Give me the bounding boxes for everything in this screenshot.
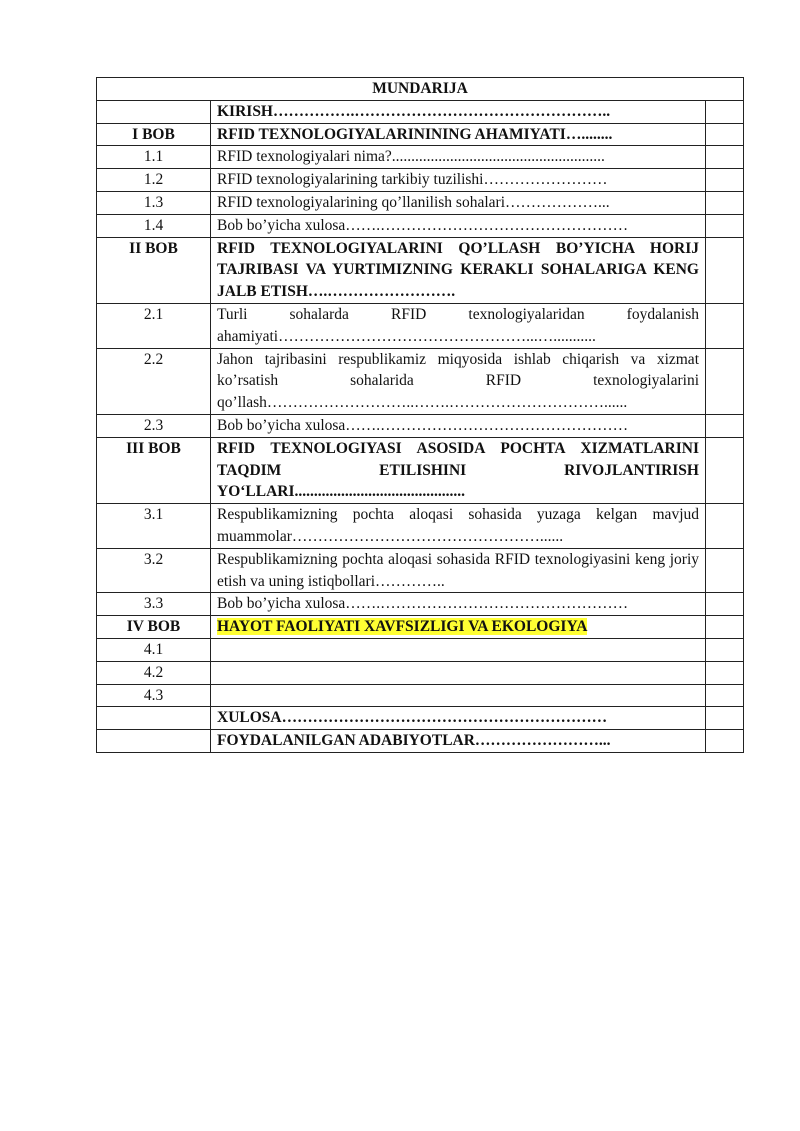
toc-row-number: 4.1 <box>97 638 211 661</box>
toc-row-page <box>706 123 744 146</box>
toc-row-2-2 <box>97 348 744 414</box>
toc-row-kirish <box>97 100 744 123</box>
toc-row-4-3 <box>97 684 744 707</box>
toc-row-text: RFID texnologiyalarining tarkibiy tuzilishi…………………… <box>211 169 706 192</box>
toc-row-text: RFID texnologiyalarining qo’llanilish sohalari………………... <box>211 191 706 214</box>
toc-row-1-1 <box>97 146 744 169</box>
toc-row-page <box>706 169 744 192</box>
toc-title: MUNDARIJA <box>97 78 744 101</box>
toc-row-number: 1.2 <box>97 169 211 192</box>
toc-row-number: 4.2 <box>97 661 211 684</box>
toc-row-number: 1.4 <box>97 214 211 237</box>
toc-row-text: Bob bo’yicha xulosa…….………………………………………… <box>211 593 706 616</box>
toc-row-page <box>706 707 744 730</box>
toc-row-text: Jahon tajribasini respublikamiz miqyosida ishlab chiqarish va xizmat ko’rsatish sohalarida RFID texnologiyalarini qo’llash………………………..…….…………………………...... <box>211 348 706 414</box>
toc-row-number: 3.3 <box>97 593 211 616</box>
toc-row-page <box>706 214 744 237</box>
toc-title-row <box>97 78 744 101</box>
toc-row-page <box>706 616 744 639</box>
toc-row-text: Bob bo’yicha xulosa…….………………………………………… <box>211 214 706 237</box>
toc-row-number <box>97 730 211 753</box>
toc-row-page <box>706 504 744 549</box>
toc-row-4-2 <box>97 661 744 684</box>
toc-row-number: 2.2 <box>97 348 211 414</box>
toc-row-number: I BOB <box>97 123 211 146</box>
highlighted-chapter-title: HAYOT FAOLIYATI XAVFSIZLIGI VA EKOLOGIYA <box>217 618 588 636</box>
toc-row-page <box>706 437 744 503</box>
toc-row-chapter-2 <box>97 237 744 303</box>
toc-row-page <box>706 548 744 593</box>
toc-row-number: 1.3 <box>97 191 211 214</box>
toc-row-page <box>706 730 744 753</box>
toc-row-1-2 <box>97 169 744 192</box>
toc-row-adabiyotlar <box>97 730 744 753</box>
toc-row-chapter-3 <box>97 437 744 503</box>
toc-row-text <box>211 616 706 639</box>
toc-row-2-1 <box>97 303 744 348</box>
toc-row-text: Turli sohalarda RFID texnologiyalaridan foydalanish ahamiyati…………………………………………...…........... <box>211 303 706 348</box>
toc-row-number: III BOB <box>97 437 211 503</box>
toc-row-number <box>97 100 211 123</box>
toc-row-chapter-4 <box>97 616 744 639</box>
toc-row-text: RFID TEXNOLOGIYALARINI QO’LLASH BO’YICHA HORIJ TAJRIBASI VA YURTIMIZNING KERAKLI SOHALARIGA KENG JALB ETISH….……………………. <box>211 237 706 303</box>
toc-row-text: KIRISH…………….………………………………………….. <box>211 100 706 123</box>
toc-row-page <box>706 414 744 437</box>
toc-row-1-4 <box>97 214 744 237</box>
toc-row-number: 3.2 <box>97 548 211 593</box>
toc-row-chapter-1 <box>97 123 744 146</box>
toc-row-number: II BOB <box>97 237 211 303</box>
toc-row-page <box>706 303 744 348</box>
toc-row-text: Bob bo’yicha xulosa…….………………………………………… <box>211 414 706 437</box>
toc-row-4-1 <box>97 638 744 661</box>
toc-row-xulosa <box>97 707 744 730</box>
toc-row-text <box>211 661 706 684</box>
toc-row-page <box>706 237 744 303</box>
toc-row-text: RFID TEXNOLOGIYASI ASOSIDA POCHTA XIZMATLARINI TAQDIM ETILISHINI RIVOJLANTIRISH YO‘LLARI............................................ <box>211 437 706 503</box>
toc-row-text: RFID TEXNOLOGIYALARININING AHAMIYATI…........ <box>211 123 706 146</box>
toc-row-page <box>706 146 744 169</box>
toc-row-1-3 <box>97 191 744 214</box>
toc-row-number: IV BOB <box>97 616 211 639</box>
toc-row-page <box>706 684 744 707</box>
toc-row-number: 3.1 <box>97 504 211 549</box>
toc-row-3-1 <box>97 504 744 549</box>
toc-row-page <box>706 593 744 616</box>
toc-row-2-3 <box>97 414 744 437</box>
toc-row-text <box>211 684 706 707</box>
toc-row-text: Respublikamizning pochta aloqasi sohasida RFID texnologiyasini keng joriy etish va uning istiqbollari………….. <box>211 548 706 593</box>
toc-row-text: Respublikamizning pochta aloqasi sohasida yuzaga kelgan mavjud muammolar…………………………………………...... <box>211 504 706 549</box>
toc-row-number: 1.1 <box>97 146 211 169</box>
toc-row-page <box>706 348 744 414</box>
toc-row-3-2 <box>97 548 744 593</box>
toc-row-page <box>706 100 744 123</box>
toc-row-text: RFID texnologiyalari nima?....................................................... <box>211 146 706 169</box>
toc-row-text <box>211 638 706 661</box>
toc-row-number <box>97 707 211 730</box>
toc-row-number: 2.3 <box>97 414 211 437</box>
toc-row-number: 2.1 <box>97 303 211 348</box>
toc-row-3-3 <box>97 593 744 616</box>
toc-row-number: 4.3 <box>97 684 211 707</box>
toc-row-page <box>706 661 744 684</box>
toc-row-text: FOYDALANILGAN ADABIYOTLAR……………………... <box>211 730 706 753</box>
table-of-contents <box>96 77 744 753</box>
toc-row-text: XULOSA……………………………………………………… <box>211 707 706 730</box>
toc-row-page <box>706 638 744 661</box>
toc-row-page <box>706 191 744 214</box>
